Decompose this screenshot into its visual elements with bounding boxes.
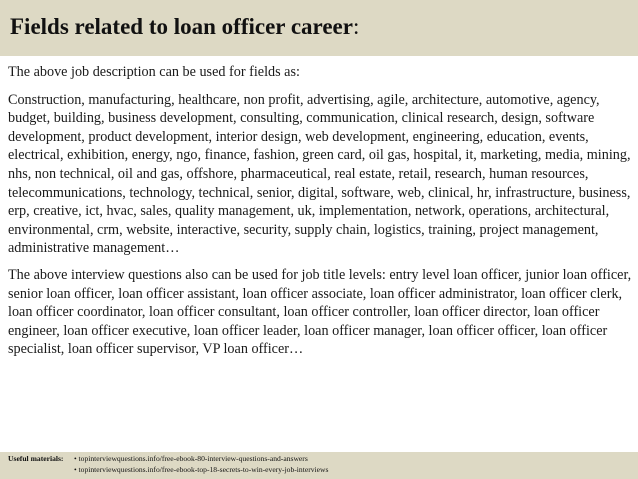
footer-bar — [0, 452, 638, 479]
page-title — [10, 13, 638, 41]
useful-materials-label: Useful materials: — [8, 454, 64, 463]
footer-row-1 — [8, 454, 638, 465]
page-title-colon: : — [352, 14, 360, 39]
title-bar — [0, 0, 638, 56]
job-levels-paragraph: The above interview questions also can be used for job title levels: entry level loan officer, junior loan officer, senior loan officer, loan officer assistant, loan officer associate, loan officer administrator, loan officer clerk, loan officer coordinator, loan officer consultant, loan officer controller, loan officer director, loan officer engineer, loan officer executive, loan officer leader, loan officer manager, loan officer officer, loan officer specialist, loan officer supervisor, VP loan officer… — [8, 266, 632, 358]
page-title-text: Fields related to loan officer career — [10, 14, 353, 39]
ebook-18-secrets-link[interactable]: • topinterviewquestions.info/free-ebook-top-18-secrets-to-win-every-job-interviews — [74, 464, 329, 474]
footer-row-2 — [8, 465, 638, 476]
intro-text: The above job description can be used for fields as: — [8, 64, 300, 80]
footer-label-spacer — [8, 465, 74, 476]
ebook-80-questions-link[interactable]: • topinterviewquestions.info/free-ebook-80-interview-questions-and-answers — [74, 454, 308, 463]
slide-body — [8, 63, 632, 367]
fields-paragraph: Construction, manufacturing, healthcare, non profit, advertising, agile, architecture, automotive, agency, budget, building, business development, consulting, communication, clinical research, design, software development, product development, interior design, web development, engineering, education, events, electrical, exhibition, energy, ngo, finance, fashion, green card, oil gas, hospital, it, marketing, media, mining, nhs, non technical, oil and gas, offshore, pharmaceutical, real estate, retail, research, human resources, telecommunications, technology, technical, senior, digital, software, web, clinical, hr, infrastructure, business, erp, creative, ict, hvac, sales, quality management, uk, implementation, network, operations, architectural, environmental, crm, website, interactive, security, supply chain, logistics, training, project management, administrative management… — [8, 91, 631, 257]
